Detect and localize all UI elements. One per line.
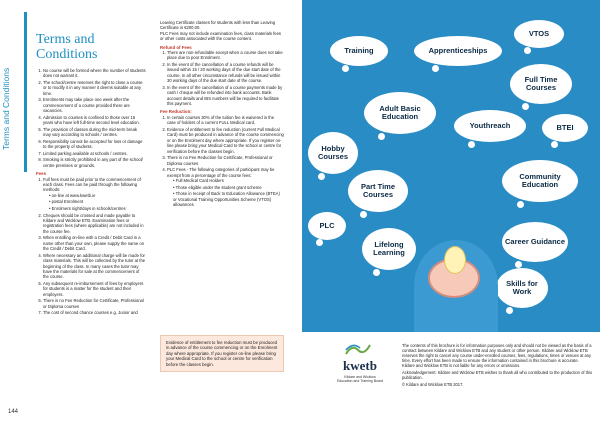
column-intro: Leaving Certificate classes for students with less than Leaving Certificate is €200.00.	[160, 20, 276, 31]
list-item: • Full Medical Card Holders	[173, 178, 284, 183]
bubble-career-guidance: Career Guidance	[502, 222, 568, 262]
list-item: 3. When enrolling on-line with a Credit / Debit Card in a name other than your own, please supply the name on the Credit / Debit Card.	[43, 235, 146, 251]
page-title	[36, 32, 146, 62]
side-section-label: Terms and Conditions	[1, 67, 11, 150]
list-item: • on-line at www.kwetb.ie	[49, 193, 146, 198]
list-item: 1. In certain courses 30% of the tuition fee is waivered in the case of holders of a current FULL Medical card,	[167, 115, 284, 126]
fees-item-text: Full fees must be paid prior to the commencement of each class. Fees can be paid through the following methods:	[43, 176, 141, 193]
head-silhouette	[414, 240, 498, 332]
list-item: 2. Cheques should be crossed and made payable to Kildare and Wicklow ETB. Examination fees or registration fees (where applicable) are not included in the course fee.	[43, 213, 146, 235]
logo-subtitle-line-2: Education and Training Board	[336, 379, 384, 384]
logo-subtitle-line-1: Kildare and Wicklow	[344, 375, 376, 379]
title-line-1: Terms and	[36, 32, 95, 47]
page-number: 144	[8, 409, 19, 415]
list-item: • postal Enrolment	[49, 199, 146, 204]
left-column	[36, 20, 146, 317]
bubble-lifelong-learning: Lifelong Learning	[362, 228, 416, 270]
list-item: 7. Limited parking available at schools / centres.	[43, 151, 146, 156]
bubble-apprenticeships: Apprenticeships	[414, 36, 502, 66]
list-item: 4. Admission to courses is confined to those over 16 years who have left full-time second level education.	[43, 115, 146, 126]
bubble-btei: BTEI	[542, 114, 588, 142]
refund-heading: Refund of Fees	[160, 44, 192, 50]
payment-methods-list	[43, 193, 146, 212]
bubble-community-education: Community Education	[502, 160, 578, 202]
list-item: 2. The school/centre reserves the right to close a course or to modify it in any manner it deems suitable at any time.	[43, 80, 146, 96]
right-page	[302, 0, 600, 424]
list-item: 2. Evidence of entitlement to fee reduction (current Full Medical Card) must be produced in advance of the course commencing or on the Enrolment day where appropriate. If you register on-line please bring your Medical Card to the school or centre for verification before the classes begin.	[167, 127, 284, 154]
list-item: 1. No course will be formed where the number of students does not warrant it.	[43, 68, 146, 79]
fees-list	[36, 177, 146, 316]
list-item: 3. There is no Fee Reduction for Certificate, Professional or Diploma courses	[167, 155, 284, 166]
acknowledgement-text: Acknowledgement: Kildare and Wicklow ETB wishes to thank all who contributed to the production of this publication.	[402, 370, 593, 380]
list-item: 5. Any subsequent re-imbursement of fees by employers for students is a matter for the student and their employers.	[43, 281, 146, 297]
list-item: 4. Where necessary an additional charge will be made for class materials. This will be collected by the tutor at the beginning of the class. In many cases the tutor may have the materials for sale at the commencement of the course.	[43, 253, 146, 280]
bubble-skills-for-work: Skills for Work	[496, 268, 548, 308]
side-accent-bar	[24, 12, 27, 172]
list-item: • Those in receipt of Back to Education Allowance (BTEA) or Vocational Training Opportunities Scheme (VTOS) allowances	[173, 191, 284, 207]
list-item: • Those eligible under the student grant scheme	[173, 185, 284, 190]
logo-wave-icon	[344, 342, 372, 356]
list-item: 8. Smoking is strictly prohibited in any part of the school/ centre premises or grounds.	[43, 157, 146, 168]
list-item: 2. In the event of the cancellation of a course refunds will be issued within 15 / 20 working days of the due start date of the course. In all other circumstance refunds will be issued within 30 working days of the due start date of the course.	[167, 62, 284, 84]
reduction-item-text: PLC Fees - The following categories of participant may be exempt from a percentage of the course fees:	[167, 167, 275, 178]
disclaimer-text: The contents of this brochure is for information purposes only and should not be viewed as the basis of a contract between Kildare and Wicklow ETB and any student or other person. Kildare and Wicklow ETB reserves the right to cancel any course under-enrolled courses, fees, regulations, times or venues at any time. Every effort has been made to ensure the information contained in this brochure is accurate. Kildare and Wicklow ETB is not liable for any errors or omissions.	[402, 343, 592, 368]
hero-illustration	[302, 0, 600, 332]
list-item: 5. The provision of classes during the mid-term break may vary according to schools / centres.	[43, 127, 146, 138]
list-item: • Enrolment night/days in schools/centres	[49, 206, 146, 211]
logo-subtitle	[320, 375, 400, 383]
fees-heading: Fees	[36, 171, 47, 177]
kwetb-logo	[320, 342, 400, 400]
exempt-list	[167, 178, 284, 207]
lightbulb-icon	[444, 246, 466, 274]
right-column	[160, 20, 284, 209]
bubble-vtos: VTOS	[514, 20, 564, 48]
bubble-plc: PLC	[308, 212, 346, 240]
bubble-youthreach: Youthreach	[454, 110, 526, 142]
list-item: 7. The cost of second chance courses e.g. Junior and	[43, 310, 146, 315]
logo-wordmark: kwetb	[343, 358, 377, 373]
bubble-adult-basic-education: Adult Basic Education	[364, 92, 436, 134]
list-item: 6. There is no Fee Reduction for Certificate, Professional or Diploma courses	[43, 298, 146, 309]
copyright-text: © Kildare and Wicklow ETB 2017.	[402, 382, 464, 387]
plc-fees-note: PLC Fees may not include examination fees, class materials fees or other costs associated with the course content.	[160, 30, 282, 42]
medical-card-callout: Evidence of entitlement to fee reduction must be produced in advance of the course commencing or on the Enrolment day where appropriate. If you register on-line please bring your Medical Card to the school or centre for verification before the classes begin.	[160, 335, 284, 372]
bubble-training: Training	[330, 36, 388, 66]
reduction-list	[160, 115, 284, 207]
list-item: 6. Responsibility cannot be accepted for loss or damage to the property of students.	[43, 139, 146, 150]
left-page	[0, 0, 298, 424]
list-item: 1. There are non-refundable except when a course does not take place due to poor Enrolment.	[167, 50, 284, 61]
terms-list	[36, 68, 146, 168]
list-item	[167, 167, 284, 207]
fee-reduction-heading: Fee Reduction:	[160, 109, 192, 115]
list-item	[43, 177, 146, 212]
list-item: 3. Enrolments may take place one week after the commencement of a course provided there are vacancies.	[43, 97, 146, 113]
title-line-2: Conditions	[36, 47, 98, 62]
refund-list	[160, 50, 284, 106]
list-item: 3. In the event of the cancellation of a course payments made by cash / cheque will be refunded into bank accounts. Bank account details and IBS numbers will be required to facilitate this payment.	[167, 85, 284, 107]
bubble-part-time-courses: Part Time Courses	[348, 170, 408, 212]
bubble-hobby-courses: Hobby Courses	[308, 132, 358, 174]
bubble-full-time-courses: Full Time Courses	[510, 64, 572, 104]
disclaimer-block	[402, 343, 592, 389]
